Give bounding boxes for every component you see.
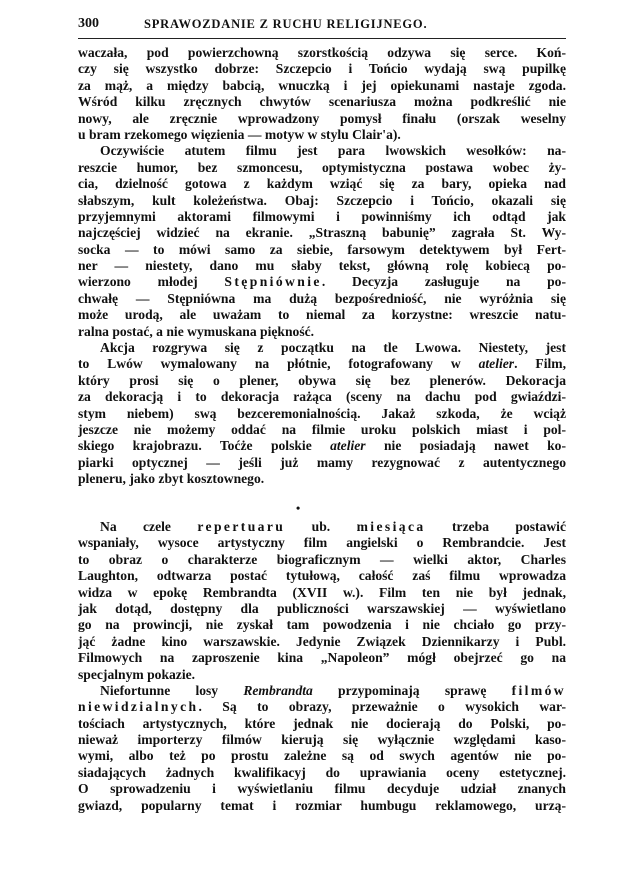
text-run: wymi, albo też po prostu zależne są od swych agentów nie po-: [78, 748, 566, 764]
text-line: [78, 617, 566, 633]
text-line: [78, 258, 566, 274]
text-line: [78, 699, 566, 715]
text-line: [78, 45, 566, 61]
text-line: [78, 585, 566, 601]
text-block-2: [78, 519, 566, 814]
text-run: to Lwów wymalowany na płótnie, fotografowany w: [78, 356, 479, 372]
text-run: widza w epokę Rembrandta (XVII w.). Film ten nie był jednak,: [78, 584, 566, 600]
text-run: wspaniały, wysoce artystyczny film angielski o Rembrandcie. Jest: [78, 535, 566, 551]
text-run: piarki optycznej — jeśli już mamy rezygnować z autentycznego: [78, 454, 566, 470]
text-run: u bram rzekomego więzienia — motyw w stylu Clair'a).: [78, 126, 401, 142]
text-run: nie posiadają nawet ko-: [365, 438, 566, 454]
text-run: tościach artystycznych, które jednak nie docierają do Polski, po-: [78, 715, 566, 731]
text-run: . Decyzja zasługuje na po-: [321, 274, 566, 290]
page-header: [78, 16, 566, 38]
text-line: [78, 78, 566, 94]
text-line: [78, 324, 566, 340]
page-number: 300: [78, 16, 99, 31]
italic-emphasis: Rembrandta: [243, 682, 313, 698]
text-line: [78, 781, 566, 797]
text-run: ralna postać, a nie wymuskana piękność.: [78, 323, 315, 339]
text-line: [78, 340, 566, 356]
text-run: słabszym, kult koleżeństwa. Obaj: Szczepcio i Tońcio, okazali się: [78, 192, 566, 208]
text-line: [78, 765, 566, 781]
text-line: [78, 307, 566, 323]
text-line: [78, 291, 566, 307]
text-run: socka — to mówi samo za siebie, farsowym detektywem był Fert-: [78, 241, 566, 257]
text-run: siadających żadnych kwalifikacyj do uprawiania oceny estetycznej.: [78, 764, 566, 780]
text-run: Wśród kilku zręcznych chwytów scenariusza można podkreślić nie: [78, 94, 566, 110]
text-line: [78, 519, 566, 535]
text-run: . Film,: [514, 356, 566, 372]
text-line: [78, 601, 566, 617]
text-run: chwałę — Stępniówna ma dużą bezpośredniość, nie wyróżnia się: [78, 290, 566, 306]
text-run: Niefortunne losy: [100, 682, 244, 698]
text-run: nowy, ale zręcznie wprowadzony pomysł finału (orszak weselny: [78, 110, 566, 126]
spaced-emphasis: Stępniównie: [224, 274, 322, 290]
text-block-1: [78, 45, 566, 488]
text-run: . Są to obrazy, przeważnie o wysokich war-: [198, 699, 566, 715]
text-line: [78, 422, 566, 438]
text-run: Akcja rozgrywa się z początku na tle Lwowa. Niestety, jest: [100, 340, 566, 356]
text-line: [78, 111, 566, 127]
text-line: [78, 667, 566, 683]
text-line: [78, 683, 566, 699]
text-run: jak dotąd, dostępny dla publiczności warszawskiej — wyświetlano: [78, 600, 566, 616]
text-run: czy się wszystko dobrze: Szczepcio i Tońcio wydają swą pupilkę: [78, 61, 566, 77]
text-line: [78, 274, 566, 290]
text-line: [78, 225, 566, 241]
text-line: [78, 61, 566, 77]
text-line: [78, 176, 566, 192]
text-run: to obraz o charakterze biograficznym — wielki aktor, Charles: [78, 551, 566, 567]
spaced-emphasis: miesiąca: [356, 519, 426, 534]
italic-emphasis: atelier: [478, 356, 515, 372]
text-line: [78, 193, 566, 209]
text-run: trzeba postawić: [425, 519, 566, 534]
text-line: [78, 242, 566, 258]
text-run: nieważ importerzy filmów kierują się wyłącznie względami kaso-: [78, 732, 566, 748]
text-line: [78, 748, 566, 764]
text-line: [78, 373, 566, 389]
text-line: [78, 535, 566, 551]
text-run: jąć żadne kino warszawskie. Jedynie Związek Dziennikarzy i Publ.: [78, 633, 566, 649]
text-run: jeszcze nie możemy oddać na filmie uroku polskich miast i pol-: [78, 421, 566, 437]
section-separator: •: [296, 501, 301, 515]
text-line: [78, 406, 566, 422]
text-line: [78, 209, 566, 225]
text-run: skiego krajobrazu. Toćże polskie: [78, 438, 331, 454]
text-run: O sprowadzeniu i wyświetlaniu filmu decyduje udział znanych: [78, 781, 566, 797]
text-line: [78, 650, 566, 666]
text-line: [78, 455, 566, 471]
text-run: reszcie humor, bez szmoncesu, optymistyczna postawa wobec ży-: [78, 159, 566, 175]
text-line: [78, 160, 566, 176]
text-line: [78, 438, 566, 454]
text-run: ner — niestety, dano mu słaby tekst, główną rolę kobiecą po-: [78, 258, 566, 274]
spaced-emphasis: repertuaru: [197, 519, 286, 534]
text-run: gwiazd, popularny temat i rozmiar humbugu reklamowego, urzą-: [78, 797, 566, 813]
text-run: wierzono młodej: [78, 274, 225, 290]
text-line: [78, 552, 566, 568]
header-rule: [78, 38, 566, 39]
text-line: [78, 356, 566, 372]
text-run: ub.: [285, 519, 357, 534]
text-run: który prosi się o plener, obywa się bez plenerów. Dekoracja: [78, 372, 566, 388]
text-line: [78, 634, 566, 650]
text-run: może urodą, ale uważam to niemal za korzystne: wreszcie natu-: [78, 307, 566, 323]
text-line: [78, 568, 566, 584]
text-run: waczała, pod powierzchowną szorstkością odzywa się serce. Koń-: [78, 45, 566, 60]
text-run: Filmowych na zaproszenie kina „Napoleon” mógł obejrzeć go na: [78, 650, 566, 666]
text-run: za dekoracją i to dekoracja rażąca (sceny na dachu pod gwiaździ-: [78, 389, 566, 405]
italic-emphasis: atelier: [330, 438, 366, 454]
text-line: [78, 798, 566, 814]
text-run: specjalnym pokazie.: [78, 666, 196, 682]
text-run: najczęściej widzieć na ekranie. „Straszną babunię” zagrała St. Wy-: [78, 225, 566, 241]
text-line: [78, 143, 566, 159]
spaced-emphasis: niewidzialnych: [78, 699, 199, 715]
text-run: Oczywiście atutem filmu jest para lwowskich wesołków: na-: [100, 143, 566, 159]
text-line: [78, 94, 566, 110]
spaced-emphasis: filmów: [511, 682, 566, 698]
text-run: przypominają sprawę: [312, 682, 512, 698]
text-run: Laughton, odtwarza postać tytułową, całość zaś filmu wprowadza: [78, 568, 566, 584]
text-line: [78, 732, 566, 748]
text-run: przyjemnymi aktorami filmowymi i powinniśmy ich odtąd jak: [78, 208, 566, 224]
text-run: stym niebem) swą bezceremonialnością. Jakaż szkoda, że wciąż: [78, 405, 566, 421]
text-run: za mąż, a między babcią, wnuczką i jej opiekunami nastaje zgoda.: [78, 77, 566, 93]
text-run: go na prowincji, nie zyskał tam powodzenia i nie chciało go przy-: [78, 617, 566, 633]
text-run: Na czele: [100, 519, 198, 534]
text-run: pleneru, jako zbyt kosztownego.: [78, 471, 265, 487]
text-line: [78, 471, 566, 487]
text-line: [78, 716, 566, 732]
text-line: [78, 127, 566, 143]
text-line: [78, 389, 566, 405]
running-head: SPRAWOZDANIE Z RUCHU RELIGIJNEGO.: [144, 17, 428, 31]
text-run: cia, dzielność gotowa z każdym wziąć się za bary, opieka nad: [78, 176, 566, 192]
